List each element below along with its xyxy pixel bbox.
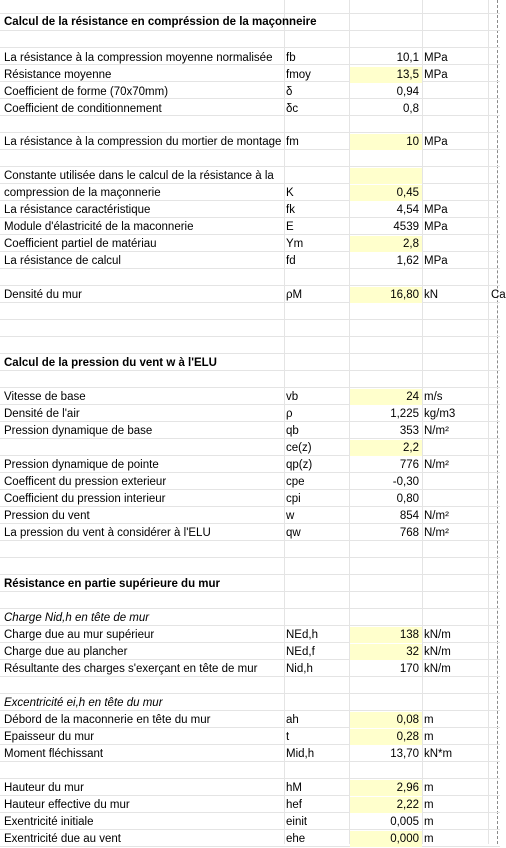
row-label[interactable]: La résistance caractéristique xyxy=(4,204,151,216)
input-value-cell[interactable]: 13,5 xyxy=(350,67,422,83)
table-row xyxy=(0,50,500,67)
row-symbol[interactable]: fk xyxy=(286,204,295,216)
input-value-cell[interactable]: 2,2 xyxy=(350,440,422,456)
input-value-cell[interactable]: 0,28 xyxy=(350,729,422,745)
row-unit[interactable]: kN*m xyxy=(424,748,453,760)
row-unit[interactable]: m xyxy=(424,833,434,845)
table-row xyxy=(0,67,500,84)
row-symbol[interactable]: NEd,f xyxy=(286,646,315,658)
row-symbol[interactable]: cpe xyxy=(286,476,305,488)
row-symbol[interactable]: t xyxy=(286,731,290,743)
table-row xyxy=(0,491,500,508)
row-symbol[interactable]: ehe xyxy=(286,833,306,845)
section-title[interactable]: Calcul de la résistance en compréssion de la maçonneire xyxy=(4,16,317,28)
table-row xyxy=(0,440,500,457)
table-row xyxy=(0,236,500,253)
table-row xyxy=(0,525,500,542)
row-label[interactable]: Moment fléchissant xyxy=(4,748,104,760)
row-symbol[interactable]: E xyxy=(286,221,294,233)
computed-value-cell[interactable]: 4539 xyxy=(393,221,419,233)
row-label[interactable]: Pression dynamique de base xyxy=(4,425,153,437)
row-symbol[interactable]: vb xyxy=(286,391,299,403)
row-label[interactable]: Module d'élastricité de la maconnerie xyxy=(4,221,194,233)
table-row xyxy=(0,185,500,202)
row-symbol[interactable]: fmoy xyxy=(286,69,311,81)
table-row xyxy=(0,644,500,661)
row-label[interactable]: Coefficient de conditionnement xyxy=(4,103,162,115)
row-label[interactable]: Vitesse de base xyxy=(4,391,86,403)
row-label[interactable]: Coefficient partiel de matériau xyxy=(4,238,157,250)
section-title[interactable]: Résistance en partie supérieure du mur xyxy=(4,578,221,590)
grid-row xyxy=(0,320,500,337)
input-value-cell[interactable] xyxy=(350,168,422,184)
row-symbol[interactable]: qw xyxy=(286,527,301,539)
grid-row xyxy=(0,762,500,779)
table-row xyxy=(0,219,500,236)
row-label[interactable]: Epaisseur du mur xyxy=(4,731,95,743)
table-row xyxy=(0,202,500,219)
row-symbol[interactable]: fd xyxy=(286,255,296,267)
grid-row xyxy=(0,303,500,320)
grid-row xyxy=(0,541,500,558)
row-label[interactable]: La résistance à la compression du mortier de montage xyxy=(4,136,282,148)
computed-value-cell[interactable]: 0,94 xyxy=(396,86,419,98)
grid-row xyxy=(0,31,500,48)
table-row xyxy=(0,797,500,814)
table-row xyxy=(0,831,500,848)
table-row xyxy=(0,729,500,746)
row-symbol[interactable]: fb xyxy=(286,52,296,64)
row-unit[interactable]: m xyxy=(424,816,434,828)
row-label[interactable]: La résistance de calcul xyxy=(4,255,121,267)
table-row xyxy=(0,661,500,678)
row-symbol[interactable]: NEd,h xyxy=(286,629,318,641)
row-symbol[interactable]: fm xyxy=(286,136,299,148)
row-symbol[interactable]: hM xyxy=(286,782,302,794)
row-label[interactable]: Charge due au plancher xyxy=(4,646,128,658)
table-row xyxy=(0,253,500,270)
row-symbol[interactable]: cpi xyxy=(286,493,301,505)
row-label[interactable]: Hauteur effective du mur xyxy=(4,799,130,811)
row-unit[interactable]: MPa xyxy=(424,204,448,216)
row-label[interactable]: Résistance moyenne xyxy=(4,69,112,81)
row-unit[interactable]: N/m² xyxy=(424,425,449,437)
row-label[interactable]: Exentricité initiale xyxy=(4,816,94,828)
input-value-cell[interactable]: 2,96 xyxy=(350,780,422,796)
row-unit[interactable]: m xyxy=(424,731,434,743)
computed-value-cell[interactable]: 10,1 xyxy=(396,52,419,64)
computed-value-cell[interactable]: 0,8 xyxy=(403,103,419,115)
row-symbol[interactable]: hef xyxy=(286,799,302,811)
row-unit[interactable]: kN/m xyxy=(424,629,451,641)
input-value-cell[interactable]: 138 xyxy=(350,627,422,643)
table-row xyxy=(0,712,500,729)
row-unit[interactable]: N/m² xyxy=(424,510,449,522)
input-value-cell[interactable]: 2,22 xyxy=(350,797,422,813)
computed-value-cell[interactable]: 776 xyxy=(399,459,419,471)
section-header xyxy=(0,14,500,31)
computed-value-cell[interactable]: 0,80 xyxy=(396,493,419,505)
grid-row xyxy=(0,677,500,694)
computed-value-cell[interactable]: 170 xyxy=(399,663,419,675)
table-row xyxy=(0,474,500,491)
row-label[interactable]: Constante utilisée dans le calcul de la résistance à la xyxy=(4,170,274,182)
grid-row xyxy=(0,0,500,14)
input-value-cell[interactable]: 24 xyxy=(350,389,422,405)
input-value-cell[interactable]: 10 xyxy=(350,134,422,150)
row-label[interactable]: Coefficient du pression interieur xyxy=(4,493,166,505)
row-symbol[interactable]: K xyxy=(286,187,294,199)
row-symbol[interactable]: qp(z) xyxy=(286,459,313,471)
computed-value-cell[interactable]: 4,54 xyxy=(396,204,419,216)
row-unit[interactable]: kN/m xyxy=(424,646,451,658)
row-symbol[interactable]: qb xyxy=(286,425,299,437)
row-symbol[interactable]: ah xyxy=(286,714,299,726)
row-label[interactable]: Débord de la maconnerie en tête du mur xyxy=(4,714,211,726)
table-row xyxy=(0,406,500,423)
row-unit[interactable]: N/m² xyxy=(424,459,449,471)
grid-row xyxy=(0,269,500,286)
row-unit[interactable]: MPa xyxy=(424,69,448,81)
input-value-cell[interactable]: 16,80 xyxy=(350,287,422,303)
table-row xyxy=(0,101,500,118)
grid-row xyxy=(0,150,500,167)
grid-row xyxy=(0,592,500,609)
computed-value-cell[interactable]: 854 xyxy=(399,510,419,522)
row-unit[interactable]: MPa xyxy=(424,52,448,64)
row-unit[interactable]: MPa xyxy=(424,221,448,233)
row-unit[interactable]: m xyxy=(424,714,434,726)
computed-value-cell[interactable]: 13,70 xyxy=(390,748,419,760)
table-row xyxy=(0,168,500,185)
row-unit[interactable]: MPa xyxy=(424,136,448,148)
row-symbol[interactable]: δ xyxy=(286,86,293,98)
table-row xyxy=(0,389,500,406)
row-unit[interactable]: kN xyxy=(424,289,439,301)
subsection-header xyxy=(0,610,500,627)
input-value-cell[interactable]: 0,000 xyxy=(350,831,422,847)
row-symbol[interactable]: w xyxy=(286,510,295,522)
row-symbol[interactable]: δc xyxy=(286,103,299,115)
table-row xyxy=(0,814,500,831)
row-label[interactable]: Densité de l'air xyxy=(4,408,80,420)
row-symbol[interactable]: Nid,h xyxy=(286,663,313,675)
row-label[interactable]: La pression du vent à considérer à l'ELU xyxy=(4,527,211,539)
computed-value-cell[interactable]: 1,62 xyxy=(396,255,419,267)
grid-row xyxy=(0,558,500,575)
input-value-cell[interactable]: 2,8 xyxy=(350,236,422,252)
input-value-cell[interactable]: 32 xyxy=(350,644,422,660)
row-label[interactable]: Coefficient de forme (70x70mm) xyxy=(4,86,169,98)
grid-row xyxy=(0,116,500,133)
row-label[interactable]: Hauteur du mur xyxy=(4,782,84,794)
computed-value-cell[interactable]: 1,225 xyxy=(390,408,419,420)
input-value-cell[interactable]: 0,08 xyxy=(350,712,422,728)
row-unit[interactable]: MPa xyxy=(424,255,448,267)
grid-row xyxy=(0,371,500,388)
table-row xyxy=(0,508,500,525)
computed-value-cell[interactable]: 353 xyxy=(399,425,419,437)
table-row xyxy=(0,457,500,474)
row-unit[interactable]: kN/m xyxy=(424,663,451,675)
section-header xyxy=(0,355,500,372)
subsection-header xyxy=(0,695,500,712)
row-symbol[interactable]: Mid,h xyxy=(286,748,315,760)
row-label[interactable]: Densité du mur xyxy=(4,289,82,301)
row-label[interactable]: Pression dynamique de pointe xyxy=(4,459,159,471)
row-unit[interactable]: N/m² xyxy=(424,527,449,539)
row-label[interactable]: Coefficent du pression exterieur xyxy=(4,476,167,488)
row-unit[interactable]: m/s xyxy=(424,391,443,403)
computed-value-cell[interactable]: 0,005 xyxy=(390,816,419,828)
row-symbol[interactable]: ρM xyxy=(286,289,303,301)
row-unit[interactable]: kg/m3 xyxy=(424,408,456,420)
table-row xyxy=(0,746,500,763)
section-header xyxy=(0,576,500,593)
table-row xyxy=(0,627,500,644)
row-label[interactable]: Résultante des charges s'exerçant en tête de mur xyxy=(4,663,258,675)
row-label[interactable]: Exentricité due au vent xyxy=(4,833,121,845)
overflow-cell-text[interactable]: Ca xyxy=(491,289,506,301)
row-symbol[interactable]: Ym xyxy=(286,238,304,250)
table-row xyxy=(0,84,500,101)
row-label[interactable]: La résistance à la compression moyenne normalisée xyxy=(4,52,273,64)
computed-value-cell[interactable]: 768 xyxy=(399,527,419,539)
row-symbol[interactable]: ce(z) xyxy=(286,442,312,454)
table-row xyxy=(0,780,500,797)
table-row xyxy=(0,423,500,440)
row-label[interactable]: Charge due au mur supérieur xyxy=(4,629,155,641)
subsection-title[interactable]: Excentricité ei,h en tête du mur xyxy=(4,697,163,709)
row-symbol[interactable]: ρ xyxy=(286,408,293,420)
row-unit[interactable]: m xyxy=(424,782,434,794)
row-unit[interactable]: m xyxy=(424,799,434,811)
table-row xyxy=(0,287,506,304)
table-row xyxy=(0,134,500,151)
row-symbol[interactable]: einit xyxy=(286,816,308,828)
row-label[interactable]: compression de la maçonnerie xyxy=(4,187,161,199)
computed-value-cell[interactable]: -0,30 xyxy=(392,476,419,488)
row-label[interactable]: Pression du vent xyxy=(4,510,90,522)
input-value-cell[interactable]: 0,45 xyxy=(350,185,422,201)
section-title[interactable]: Calcul de la pression du vent w à l'ELU xyxy=(4,357,217,369)
grid-row xyxy=(0,337,500,354)
subsection-title[interactable]: Charge Nid,h en tête de mur xyxy=(4,612,150,624)
